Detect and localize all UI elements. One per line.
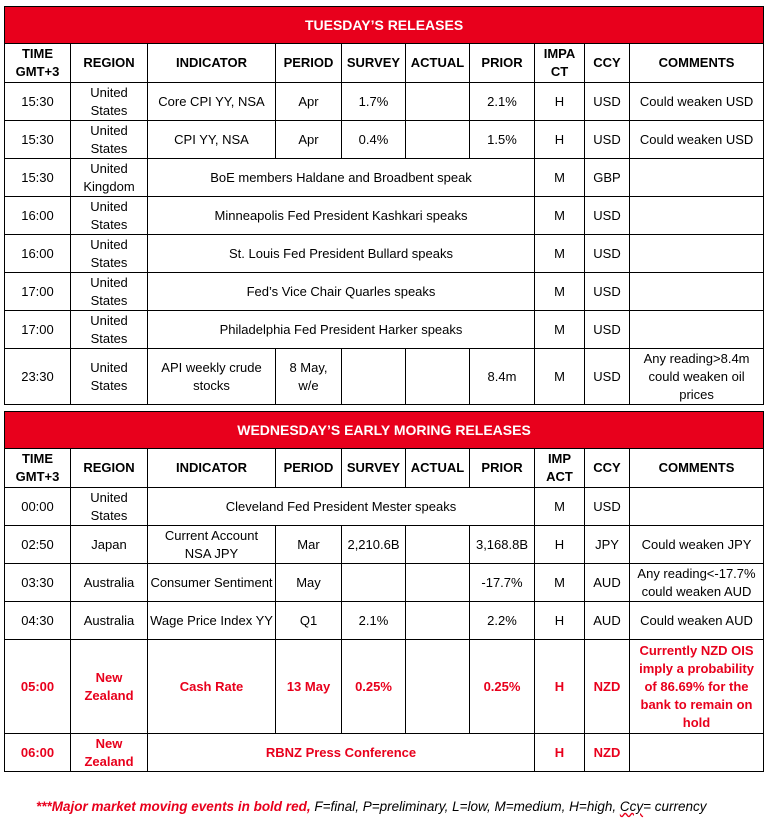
table-row bbox=[5, 564, 764, 602]
cell-comments: Could weaken JPY bbox=[630, 526, 764, 564]
cell-time: 02:50 bbox=[5, 526, 71, 564]
cell-indicator: RBNZ Press Conference bbox=[148, 734, 535, 772]
cell-indicator: Current Account NSA JPY bbox=[148, 526, 276, 564]
table-row bbox=[5, 526, 764, 564]
cell-time: 15:30 bbox=[5, 83, 71, 121]
cell-comments: Any reading>8.4m could weaken oil prices bbox=[630, 349, 764, 405]
cell-indicator: Philadelphia Fed President Harker speaks bbox=[148, 311, 535, 349]
cell-ccy: USD bbox=[585, 488, 630, 526]
cell-ccy: USD bbox=[585, 235, 630, 273]
cell-indicator: St. Louis Fed President Bullard speaks bbox=[148, 235, 535, 273]
cell-time: 06:00 bbox=[5, 734, 71, 772]
cell-impact: M bbox=[535, 235, 585, 273]
table-header bbox=[5, 449, 764, 488]
cell-region: United States bbox=[71, 121, 148, 159]
footnote-tail: = currency bbox=[643, 799, 707, 814]
cell-ccy: USD bbox=[585, 311, 630, 349]
cell-ccy: GBP bbox=[585, 159, 630, 197]
tuesday-releases-table bbox=[4, 6, 764, 405]
cell-comments: Could weaken USD bbox=[630, 121, 764, 159]
cell-actual bbox=[406, 640, 470, 734]
cell-impact: H bbox=[535, 640, 585, 734]
header-region: REGION bbox=[71, 44, 148, 83]
cell-period: 8 May, w/e bbox=[276, 349, 342, 405]
cell-comments bbox=[630, 159, 764, 197]
tuesday-title: TUESDAY’S RELEASES bbox=[5, 7, 764, 44]
cell-survey: 2.1% bbox=[342, 602, 406, 640]
cell-indicator: Consumer Sentiment bbox=[148, 564, 276, 602]
cell-period: May bbox=[276, 564, 342, 602]
cell-indicator: Cleveland Fed President Mester speaks bbox=[148, 488, 535, 526]
cell-time: 15:30 bbox=[5, 159, 71, 197]
header-period: PERIOD bbox=[276, 44, 342, 83]
table-row bbox=[5, 273, 764, 311]
cell-region: United States bbox=[71, 197, 148, 235]
cell-prior: 1.5% bbox=[470, 121, 535, 159]
cell-region: Australia bbox=[71, 564, 148, 602]
cell-impact: M bbox=[535, 197, 585, 235]
table-header bbox=[5, 44, 764, 83]
header-survey: SURVEY bbox=[342, 44, 406, 83]
cell-impact: M bbox=[535, 349, 585, 405]
header-actual: ACTUAL bbox=[406, 449, 470, 488]
cell-prior: -17.7% bbox=[470, 564, 535, 602]
cell-comments bbox=[630, 488, 764, 526]
table-row bbox=[5, 83, 764, 121]
cell-period: Q1 bbox=[276, 602, 342, 640]
cell-impact: M bbox=[535, 159, 585, 197]
header-ccy: CCY bbox=[585, 449, 630, 488]
header-ccy: CCY bbox=[585, 44, 630, 83]
header-prior: PRIOR bbox=[470, 44, 535, 83]
cell-region: United States bbox=[71, 311, 148, 349]
header-survey: SURVEY bbox=[342, 449, 406, 488]
wednesday-releases-table bbox=[4, 411, 764, 772]
header-comments: COMMENTS bbox=[630, 449, 764, 488]
cell-region: United States bbox=[71, 273, 148, 311]
header-time: TIME GMT+3 bbox=[5, 449, 71, 488]
table-row bbox=[5, 121, 764, 159]
cell-impact: M bbox=[535, 564, 585, 602]
cell-actual bbox=[406, 83, 470, 121]
cell-prior: 3,168.8B bbox=[470, 526, 535, 564]
cell-period: Apr bbox=[276, 83, 342, 121]
cell-impact: M bbox=[535, 273, 585, 311]
cell-region: United States bbox=[71, 83, 148, 121]
cell-comments: Any reading<-17.7% could weaken AUD bbox=[630, 564, 764, 602]
table-row-major-event bbox=[5, 640, 764, 734]
cell-time: 04:30 bbox=[5, 602, 71, 640]
cell-ccy: USD bbox=[585, 349, 630, 405]
cell-impact: H bbox=[535, 121, 585, 159]
cell-time: 17:00 bbox=[5, 273, 71, 311]
cell-ccy: USD bbox=[585, 273, 630, 311]
table-row bbox=[5, 159, 764, 197]
cell-impact: M bbox=[535, 488, 585, 526]
wednesday-title: WEDNESDAY’S EARLY MORING RELEASES bbox=[5, 412, 764, 449]
header-prior: PRIOR bbox=[470, 449, 535, 488]
cell-ccy: USD bbox=[585, 83, 630, 121]
tuesday-banner bbox=[5, 7, 764, 44]
cell-time: 05:00 bbox=[5, 640, 71, 734]
footnote-abbreviations: F=final, P=preliminary, L=low, M=medium, H=high, bbox=[310, 799, 620, 814]
cell-survey: 1.7% bbox=[342, 83, 406, 121]
header-indicator: INDICATOR bbox=[148, 44, 276, 83]
header-impact: IMP ACT bbox=[535, 449, 585, 488]
table-row bbox=[5, 349, 764, 405]
cell-comments bbox=[630, 734, 764, 772]
cell-time: 00:00 bbox=[5, 488, 71, 526]
cell-time: 16:00 bbox=[5, 197, 71, 235]
cell-survey: 0.4% bbox=[342, 121, 406, 159]
cell-survey bbox=[342, 564, 406, 602]
cell-comments: Could weaken AUD bbox=[630, 602, 764, 640]
header-period: PERIOD bbox=[276, 449, 342, 488]
cell-survey bbox=[342, 349, 406, 405]
cell-time: 03:30 bbox=[5, 564, 71, 602]
cell-prior: 8.4m bbox=[470, 349, 535, 405]
cell-region: New Zealand bbox=[71, 640, 148, 734]
cell-survey: 2,210.6B bbox=[342, 526, 406, 564]
cell-actual bbox=[406, 121, 470, 159]
cell-time: 23:30 bbox=[5, 349, 71, 405]
cell-prior: 2.1% bbox=[470, 83, 535, 121]
cell-indicator: CPI YY, NSA bbox=[148, 121, 276, 159]
cell-prior: 2.2% bbox=[470, 602, 535, 640]
cell-actual bbox=[406, 349, 470, 405]
cell-region: United States bbox=[71, 349, 148, 405]
cell-comments bbox=[630, 273, 764, 311]
table-row bbox=[5, 488, 764, 526]
cell-ccy: JPY bbox=[585, 526, 630, 564]
cell-indicator: Minneapolis Fed President Kashkari speaks bbox=[148, 197, 535, 235]
cell-region: United States bbox=[71, 235, 148, 273]
table-row bbox=[5, 197, 764, 235]
header-impact: IMPA CT bbox=[535, 44, 585, 83]
cell-comments: Could weaken USD bbox=[630, 83, 764, 121]
cell-indicator: Cash Rate bbox=[148, 640, 276, 734]
header-region: REGION bbox=[71, 449, 148, 488]
cell-comments bbox=[630, 235, 764, 273]
cell-time: 15:30 bbox=[5, 121, 71, 159]
cell-time: 17:00 bbox=[5, 311, 71, 349]
legend-footnote bbox=[36, 796, 736, 818]
cell-ccy: AUD bbox=[585, 564, 630, 602]
cell-ccy: AUD bbox=[585, 602, 630, 640]
cell-prior: 0.25% bbox=[470, 640, 535, 734]
cell-indicator: Fed’s Vice Chair Quarles speaks bbox=[148, 273, 535, 311]
cell-comments: Currently NZD OIS imply a probability of 86.69% for the bank to remain on hold bbox=[630, 640, 764, 734]
cell-period: 13 May bbox=[276, 640, 342, 734]
cell-time: 16:00 bbox=[5, 235, 71, 273]
cell-region: United States bbox=[71, 488, 148, 526]
cell-region: New Zealand bbox=[71, 734, 148, 772]
cell-ccy: NZD bbox=[585, 734, 630, 772]
wednesday-banner bbox=[5, 412, 764, 449]
cell-region: Japan bbox=[71, 526, 148, 564]
header-comments: COMMENTS bbox=[630, 44, 764, 83]
cell-ccy: USD bbox=[585, 121, 630, 159]
cell-comments bbox=[630, 197, 764, 235]
table-row-major-event bbox=[5, 734, 764, 772]
table-row bbox=[5, 235, 764, 273]
cell-impact: M bbox=[535, 311, 585, 349]
cell-impact: H bbox=[535, 526, 585, 564]
cell-period: Mar bbox=[276, 526, 342, 564]
cell-ccy: USD bbox=[585, 197, 630, 235]
cell-region: United Kingdom bbox=[71, 159, 148, 197]
table-row bbox=[5, 311, 764, 349]
cell-impact: H bbox=[535, 734, 585, 772]
footnote-major-events: ***Major market moving events in bold red, bbox=[36, 799, 311, 814]
header-indicator: INDICATOR bbox=[148, 449, 276, 488]
cell-period: Apr bbox=[276, 121, 342, 159]
cell-indicator: Wage Price Index YY bbox=[148, 602, 276, 640]
table-row bbox=[5, 602, 764, 640]
cell-actual bbox=[406, 526, 470, 564]
cell-comments bbox=[630, 311, 764, 349]
cell-indicator: API weekly crude stocks bbox=[148, 349, 276, 405]
header-time: TIME GMT+3 bbox=[5, 44, 71, 83]
cell-indicator: BoE members Haldane and Broadbent speak bbox=[148, 159, 535, 197]
cell-actual bbox=[406, 602, 470, 640]
footnote-ccy-word: Ccy bbox=[619, 799, 644, 814]
cell-ccy: NZD bbox=[585, 640, 630, 734]
cell-impact: H bbox=[535, 602, 585, 640]
cell-survey: 0.25% bbox=[342, 640, 406, 734]
header-actual: ACTUAL bbox=[406, 44, 470, 83]
cell-actual bbox=[406, 564, 470, 602]
cell-impact: H bbox=[535, 83, 585, 121]
cell-indicator: Core CPI YY, NSA bbox=[148, 83, 276, 121]
cell-region: Australia bbox=[71, 602, 148, 640]
